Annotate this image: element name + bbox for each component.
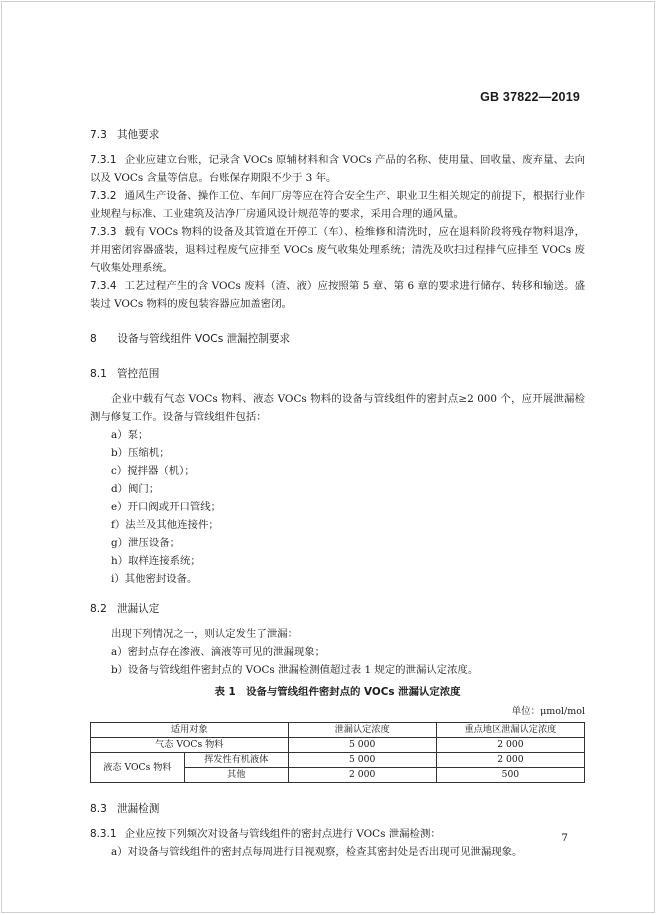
clause-number: 7.3.2	[90, 190, 117, 202]
clause-text: 企业应按下列频次对设备与管线组件的密封点进行 VOCs 泄漏检测：	[124, 828, 441, 840]
table-cell: 500	[436, 768, 584, 783]
list-item: c）搅拌器（机）；	[111, 465, 195, 477]
inspection-list	[90, 843, 585, 861]
section-title: 泄漏认定	[116, 603, 160, 615]
chapter-title: 设备与管线组件 VOCs 泄漏控制要求	[117, 333, 291, 345]
section-number: 8.2	[90, 603, 107, 615]
list-item: a）对设备与管线组件的密封点每周进行目视观察，检查其密封处是否出现可见泄漏现象。	[111, 846, 523, 858]
document-page	[1, 1, 655, 913]
clause-number: 8.3.1	[90, 828, 117, 840]
section-number: 8.1	[90, 368, 107, 380]
section-title: 管控范围	[116, 368, 160, 380]
list-item: e）开口阀或开口管线；	[111, 501, 222, 513]
table-cell: 其他	[184, 768, 288, 783]
leak-threshold-table	[90, 722, 585, 783]
section-8-3-heading	[90, 800, 585, 818]
table-cell: 5 000	[288, 738, 436, 753]
section-number: 8.3	[90, 803, 107, 815]
component-list	[90, 426, 585, 588]
list-item: g）泄压设备；	[111, 537, 180, 549]
clause-7-3-4	[90, 277, 585, 313]
list-item: h）取样连接系统；	[111, 555, 201, 567]
list-item: b）压缩机；	[111, 447, 170, 459]
section-8-2-heading	[90, 600, 585, 618]
table-header: 适用对象	[91, 723, 289, 738]
table-unit: 单位：μmol/mol	[511, 706, 585, 717]
list-item: f）法兰及其他连接件；	[111, 519, 219, 531]
page-content	[90, 126, 585, 861]
table-cell: 气态 VOCs 物料	[91, 738, 289, 753]
clause-text: 载有 VOCs 物料的设备及其管道在开停工（车）、检维修和清洗时，应在退料阶段将残存物料退净，并用密闭容器盛装，退料过程废气应排至 VOCs 废气收集处理系统；清洗及吹扫过程排气应排至 VOCs 废气收集处理系统。	[90, 226, 585, 274]
clause-number: 7.3.3	[90, 226, 117, 238]
section-number: 7.3	[90, 129, 107, 141]
table-cell: 2 000	[288, 768, 436, 783]
page-number: 7	[561, 832, 568, 844]
clause-text: 企业应建立台账，记录含 VOCs 原辅材料和含 VOCs 产品的名称、使用量、回收量、废弃量、去向以及 VOCs 含量等信息。台账保存期限不少于 3 年。	[90, 154, 585, 184]
section-title: 其他要求	[116, 129, 160, 141]
section-8-1-heading	[90, 365, 585, 383]
clause-7-3-1	[90, 151, 585, 187]
table-row	[91, 738, 585, 753]
section-8-2-intro: 出现下列情况之一，则认定发生了泄漏：	[111, 628, 299, 640]
leak-criteria-list	[90, 643, 585, 679]
section-title: 泄漏检测	[116, 803, 160, 815]
table-header: 重点地区泄漏认定浓度	[436, 723, 584, 738]
list-item: i）其他密封设备。	[111, 573, 198, 585]
table-header-row	[91, 723, 585, 738]
section-7-3-heading	[90, 126, 585, 144]
table-cell: 2 000	[436, 738, 584, 753]
clause-text: 通风生产设备、操作工位、车间厂房等应在符合安全生产、职业卫生相关规定的前提下，根据行业作业规程与标准、工业建筑及洁净厂房通风设计规范等的要求，采用合理的通风量。	[90, 190, 585, 220]
clause-number: 7.3.1	[90, 154, 117, 166]
table-cell: 2 000	[436, 753, 584, 768]
list-item: b）设备与管线组件密封点的 VOCs 泄漏检测值超过表 1 规定的泄漏认定浓度。	[111, 664, 479, 676]
standard-code: GB 37822—2019	[480, 90, 580, 104]
table-header: 泄漏认定浓度	[288, 723, 436, 738]
table-cell: 液态 VOCs 物料	[91, 753, 185, 783]
chapter-number: 8	[90, 333, 97, 345]
table-cell: 5 000	[288, 753, 436, 768]
section-8-1-intro: 企业中载有气态 VOCs 物料、液态 VOCs 物料的设备与管线组件的密封点≥2 000 个，应开展泄漏检测与修复工作。设备与管线组件包括：	[90, 393, 585, 423]
list-item: a）泵；	[111, 429, 149, 441]
table-cell: 挥发性有机液体	[184, 753, 288, 768]
clause-7-3-3	[90, 223, 585, 277]
list-item: d）阀门；	[111, 483, 160, 495]
clause-text: 工艺过程产生的含 VOCs 废料（渣、液）应按照第 5 章、第 6 章的要求进行储存、转移和输送。盛装过 VOCs 物料的废包装容器应加盖密闭。	[90, 280, 585, 310]
chapter-8-heading	[90, 330, 585, 348]
clause-8-3-1	[90, 825, 585, 843]
table-1-title: 表 1 设备与管线组件密封点的 VOCs 泄漏认定浓度	[214, 686, 461, 698]
clause-7-3-2	[90, 187, 585, 223]
list-item: a）密封点存在渗液、滴液等可见的泄漏现象；	[111, 646, 326, 658]
clause-number: 7.3.4	[90, 280, 117, 292]
table-row	[91, 753, 585, 768]
